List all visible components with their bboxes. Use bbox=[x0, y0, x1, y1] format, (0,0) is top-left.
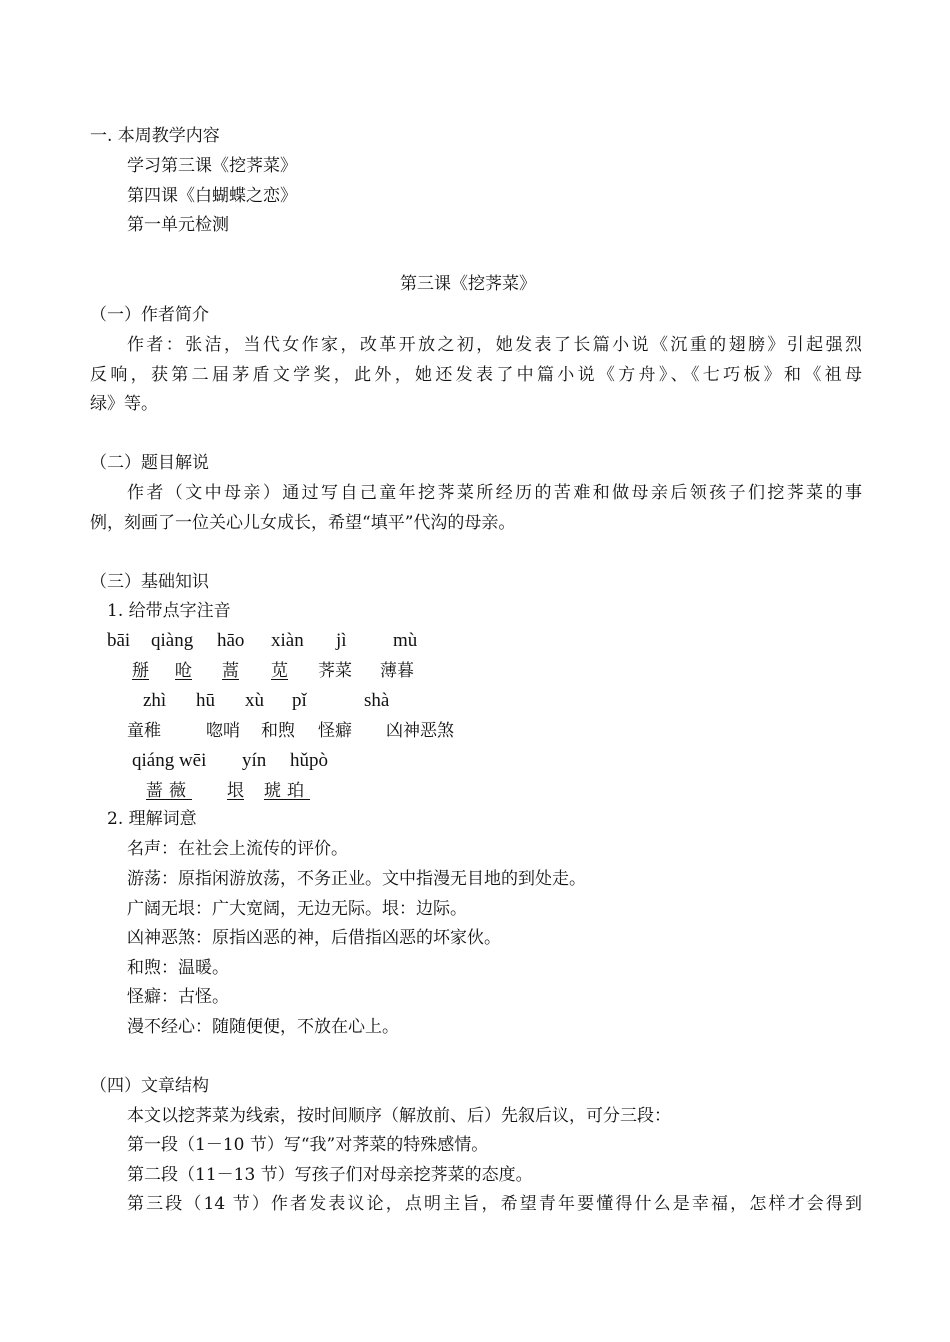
pinyin-text: bāi bbox=[107, 630, 131, 651]
structure-line: 第二段（11－13 节）写孩子们对母亲挖荠菜的态度。 bbox=[127, 1165, 533, 1185]
definition-item: 和煦：温暖。 bbox=[127, 958, 229, 978]
pinyin-text: zhì bbox=[143, 690, 167, 711]
definition-item: 漫不经心：随随便便，不放在心上。 bbox=[127, 1017, 399, 1037]
week-item: 第四课《白蝴蝶之恋》 bbox=[127, 186, 297, 206]
word-text: 掰 bbox=[132, 661, 149, 681]
word-text: 荠菜 bbox=[318, 661, 352, 681]
pinyin-text: hāo bbox=[217, 630, 245, 651]
structure-line: 第三段（14 节）作者发表议论，点明主旨，希望青年要懂得什么是幸福，怎样才会得到 bbox=[127, 1194, 862, 1214]
week-item: 第一单元检测 bbox=[127, 215, 229, 235]
word-text: 凶神恶煞 bbox=[386, 721, 454, 741]
word-text: 苋 bbox=[271, 661, 288, 681]
definition-item: 广阔无垠：广大宽阔，无边无际。垠：边际。 bbox=[127, 899, 467, 919]
section-heading-title-explanation: （二）题目解说 bbox=[90, 453, 209, 473]
title-paragraph-line: 作者（文中母亲）通过写自己童年挖荠菜所经历的苦难和做母亲后领孩子们挖荠菜的事 bbox=[127, 483, 862, 503]
pinyin-text: hǔpò bbox=[290, 750, 328, 771]
section-heading-basics: （三）基础知识 bbox=[90, 572, 209, 592]
word-text: 怪癖 bbox=[318, 721, 352, 741]
pinyin-text: hū bbox=[196, 690, 215, 711]
pinyin-text: jì bbox=[336, 630, 347, 651]
section-heading-author: （一）作者简介 bbox=[90, 305, 209, 325]
pinyin-text: shà bbox=[364, 690, 390, 711]
subheading-definitions: 2. 理解词意 bbox=[107, 809, 197, 829]
week-heading: 一. 本周教学内容 bbox=[90, 126, 220, 146]
pinyin-text: qiáng wēi bbox=[132, 750, 207, 771]
pinyin-text: qiàng bbox=[151, 630, 194, 651]
word-text: 薄暮 bbox=[380, 661, 414, 681]
pinyin-text: mù bbox=[393, 630, 418, 651]
title-paragraph-line: 例，刻画了一位关心儿女成长，希望“填平”代沟的母亲。 bbox=[90, 513, 516, 533]
structure-line: 本文以挖荠菜为线索，按时间顺序（解放前、后）先叙后议，可分三段： bbox=[127, 1106, 671, 1126]
author-paragraph-line: 作者：张洁，当代女作家，改革开放之初，她发表了长篇小说《沉重的翅膀》引起强烈 bbox=[127, 335, 862, 355]
pinyin-text: xù bbox=[245, 690, 264, 711]
word-text: 垠 bbox=[227, 781, 244, 801]
author-paragraph-line: 绿》等。 bbox=[90, 394, 158, 414]
word-text: 和煦 bbox=[261, 721, 295, 741]
subheading-pinyin: 1. 给带点字注音 bbox=[107, 601, 231, 621]
definition-item: 怪癖：古怪。 bbox=[127, 987, 229, 1007]
word-text: 蒿 bbox=[222, 661, 239, 681]
definition-item: 游荡：原指闲游放荡，不务正业。文中指漫无目地的到处走。 bbox=[127, 869, 586, 889]
word-text: 唿哨 bbox=[206, 721, 240, 741]
pinyin-text: xiàn bbox=[271, 630, 304, 651]
word-text: 呛 bbox=[175, 661, 192, 681]
section-heading-structure: （四）文章结构 bbox=[90, 1076, 209, 1096]
definition-item: 名声：在社会上流传的评价。 bbox=[127, 839, 348, 859]
word-text: 琥珀 bbox=[264, 781, 310, 801]
pinyin-text: yín bbox=[242, 750, 267, 771]
lesson-title: 第三课《挖荠菜》 bbox=[400, 274, 536, 294]
word-text: 童稚 bbox=[127, 721, 161, 741]
word-text: 蔷薇 bbox=[146, 781, 192, 801]
author-paragraph-line: 反响，获第二届茅盾文学奖，此外，她还发表了中篇小说《方舟》、《七巧板》和《祖母 bbox=[90, 365, 862, 385]
pinyin-text: pǐ bbox=[292, 690, 307, 711]
week-item: 学习第三课《挖荠菜》 bbox=[127, 156, 297, 176]
structure-line: 第一段（1－10 节）写“我”对荠菜的特殊感情。 bbox=[127, 1135, 489, 1155]
definition-item: 凶神恶煞：原指凶恶的神，后借指凶恶的坏家伙。 bbox=[127, 928, 501, 948]
